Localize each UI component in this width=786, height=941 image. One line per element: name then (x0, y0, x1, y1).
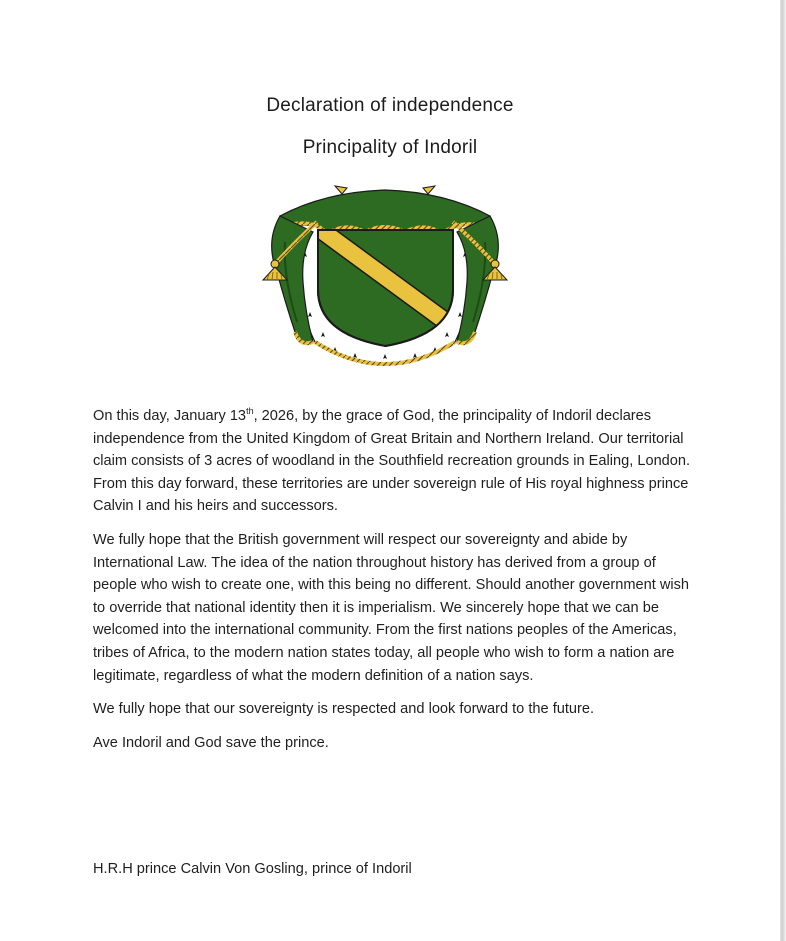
paragraph-1 (93, 405, 693, 518)
page-edge (780, 0, 786, 941)
paragraph-1-text-a: On this day, January 13 (93, 408, 247, 424)
declaration-body (93, 405, 693, 765)
paragraph-2: We fully hope that the British government will respect our sovereignty and abide by International Law. The idea of the nation throughout history has derived from a group of people who wish to create one, with this being no different. Should another government wish to override that national identity then it is imperialism. We sincerely hope that we can be welcomed into the international community. From the first nations peoples of the Americas, tribes of Africa, to the modern nation states today, all people who wish to form a nation are legitimate, regardless of what the modern definition of a nation says. (93, 531, 690, 684)
coat-of-arms-icon (255, 182, 515, 367)
signature-line: H.R.H prince Calvin Von Gosling, prince of Indoril (93, 861, 412, 877)
ordinal-suffix: th (246, 406, 254, 417)
document-title: Declaration of independence (266, 95, 514, 116)
paragraph-4: Ave Indoril and God save the prince. (93, 734, 329, 751)
document-subtitle: Principality of Indoril (302, 137, 478, 158)
paragraph-1-text-b: , 2026, by the grace of God, the principality of Indoril declares independence from the United Kingdom of Great Britain and Northern Ireland. Our territorial claim consists of 3 acres of woodland in the Southfield recreation grounds in Ealing, London. From this day forward, these territories are under sovereign rule of His royal highness prince Calvin I and his heirs and successors. (93, 408, 691, 515)
paragraph-3: We fully hope that our sovereignty is respected and look forward to the future. (93, 701, 595, 718)
